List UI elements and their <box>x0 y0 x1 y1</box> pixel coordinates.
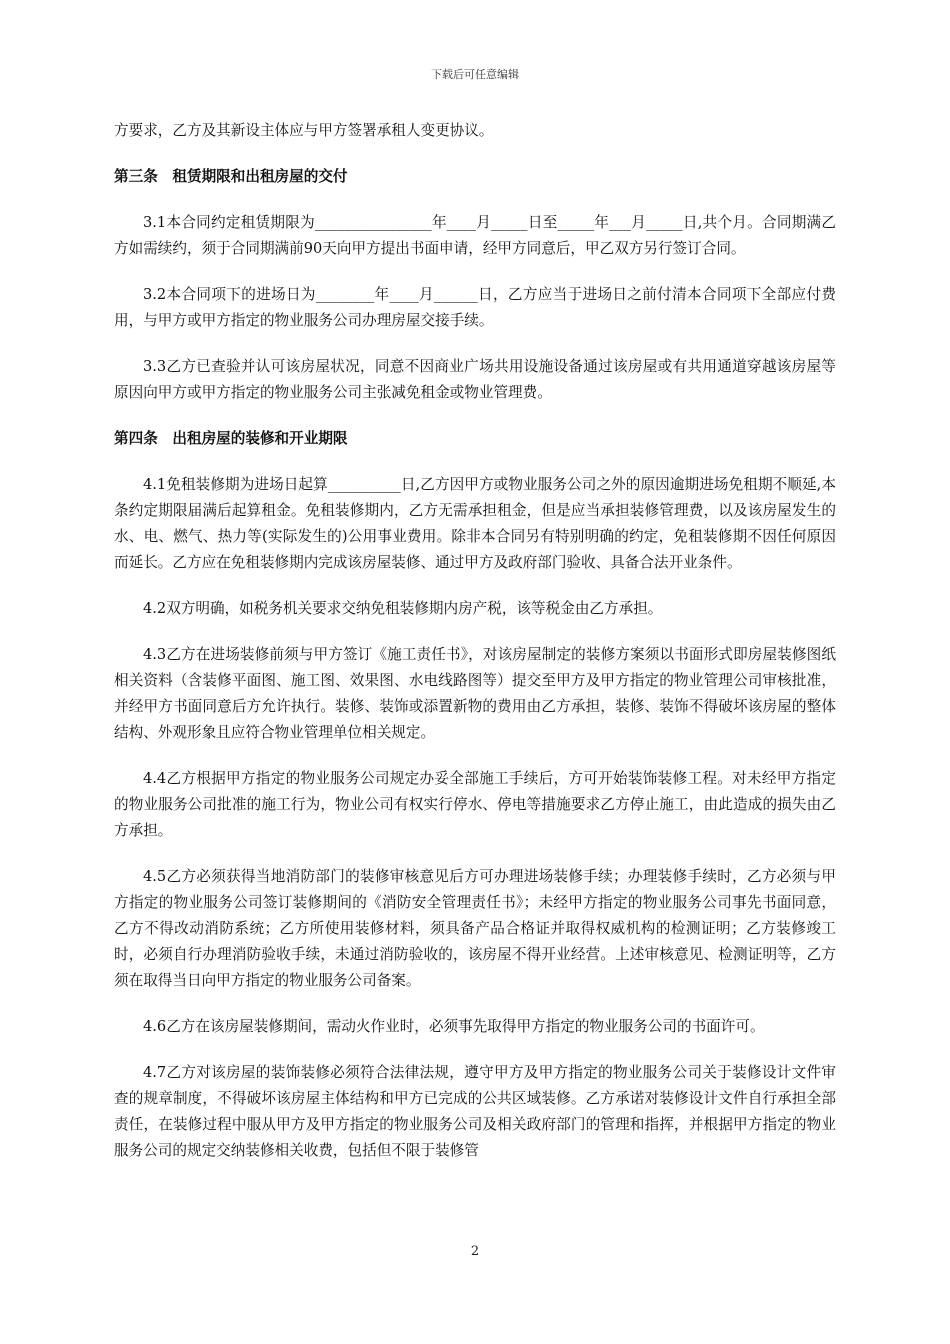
paragraph: 4.1免租装修期为进场日起算__________日,乙方因甲方或物业服务公司之外的原因逾期进场免租期不顺延,本条约定期限届满后起算租金。免租装修期内，乙方无需承担租金，但是应当承担装修管理费，以及该房屋发生的水、电、燃气、热力等(实际发生的)公用事业费用。除非本合同另有特别明确的约定，免租装修期不因任何原因而延长。乙方应在免租装修期内完成该房屋装修、通过甲方及政府部门验收、具备合法开业条件。 <box>114 476 836 571</box>
document-body <box>114 118 836 1184</box>
paragraph: 4.7乙方对该房屋的装饰装修必须符合法律法规，遵守甲方及甲方指定的物业服务公司关于装修设计文件审查的规章制度，不得破坏该房屋主体结构和甲方已完成的公共区域装修。乙方承诺对装修设计文件自行承担全部责任，在装修过程中服从甲方及甲方指定的物业服务公司及相关政府部门的管理和指挥，并根据甲方指定的物业服务公司的规定交纳装修相关收费，包括但不限于装修管 <box>114 1064 836 1159</box>
paragraph: 3.2本合同项下的进场日为________年____月______日，乙方应当于进场日之前付清本合同项下全部应付费用，与甲方或甲方指定的物业服务公司办理房屋交接手续。 <box>114 286 836 329</box>
page-number: 2 <box>470 1244 480 1259</box>
paragraph: 3.1本合同约定租赁期限为________________年____月_____日至_____年___月_____日,共个月。合同期满乙方如需续约，须于合同期满前90天向甲方提出书面申请，经甲方同意后，甲乙双方另行签订合同。 <box>114 214 836 257</box>
page-header: 下载后可任意编辑 <box>431 68 519 81</box>
paragraph: 4.2双方明确，如税务机关要求交纳免租装修期内房产税，该等税金由乙方承担。 <box>143 600 663 617</box>
paragraph: 3.3乙方已查验并认可该房屋状况，同意不因商业广场共用设施设备通过该房屋或有共用通道穿越该房屋等原因向甲方或甲方指定的物业服务公司主张减免租金或物业管理费。 <box>114 358 836 401</box>
paragraph: 4.4乙方根据甲方指定的物业服务公司规定办妥全部施工手续后，方可开始装饰装修工程。对未经甲方指定的物业服务公司批准的施工行为，物业公司有权实行停水、停电等措施要求乙方停止施工，由此造成的损失由乙方承担。 <box>114 770 836 839</box>
section-heading: 第四条 出租房屋的装修和开业期限 <box>114 430 348 447</box>
section-heading: 第三条 租赁期限和出租房屋的交付 <box>114 168 348 185</box>
paragraph: 4.5乙方必须获得当地消防部门的装修审核意见后方可办理进场装修手续；办理装修手续时，乙方必须与甲方指定的物业服务公司签订装修期间的《消防安全管理责任书》；未经甲方指定的物业服务公司事先书面同意，乙方不得改动消防系统；乙方所使用装修材料，须具备产品合格证并取得权威机构的检测证明；乙方装修竣工时，必须自行办理消防验收手续，未通过消防验收的，该房屋不得开业经营。上述审核意见、检测证明等，乙方须在取得当日向甲方指定的物业服务公司备案。 <box>114 868 836 989</box>
paragraph: 方要求，乙方及其新设主体应与甲方签署承租人变更协议。 <box>114 122 494 139</box>
paragraph: 4.3乙方在进场装修前须与甲方签订《施工责任书》，对该房屋制定的装修方案须以书面形式即房屋装修图纸相关资料（含装修平面图、施工图、效果图、水电线路图等）提交至甲方及甲方指定的物业管理公司审核批准，并经甲方书面同意后方允许执行。装修、装饰或添置新物的费用由乙方承担，装修、装饰不得破坏该房屋的整体结构、外观形象且应符合物业管理单位相关规定。 <box>114 646 836 741</box>
paragraph: 4.6乙方在该房屋装修期间，需动火作业时，必须事先取得甲方指定的物业服务公司的书面许可。 <box>143 1018 765 1035</box>
